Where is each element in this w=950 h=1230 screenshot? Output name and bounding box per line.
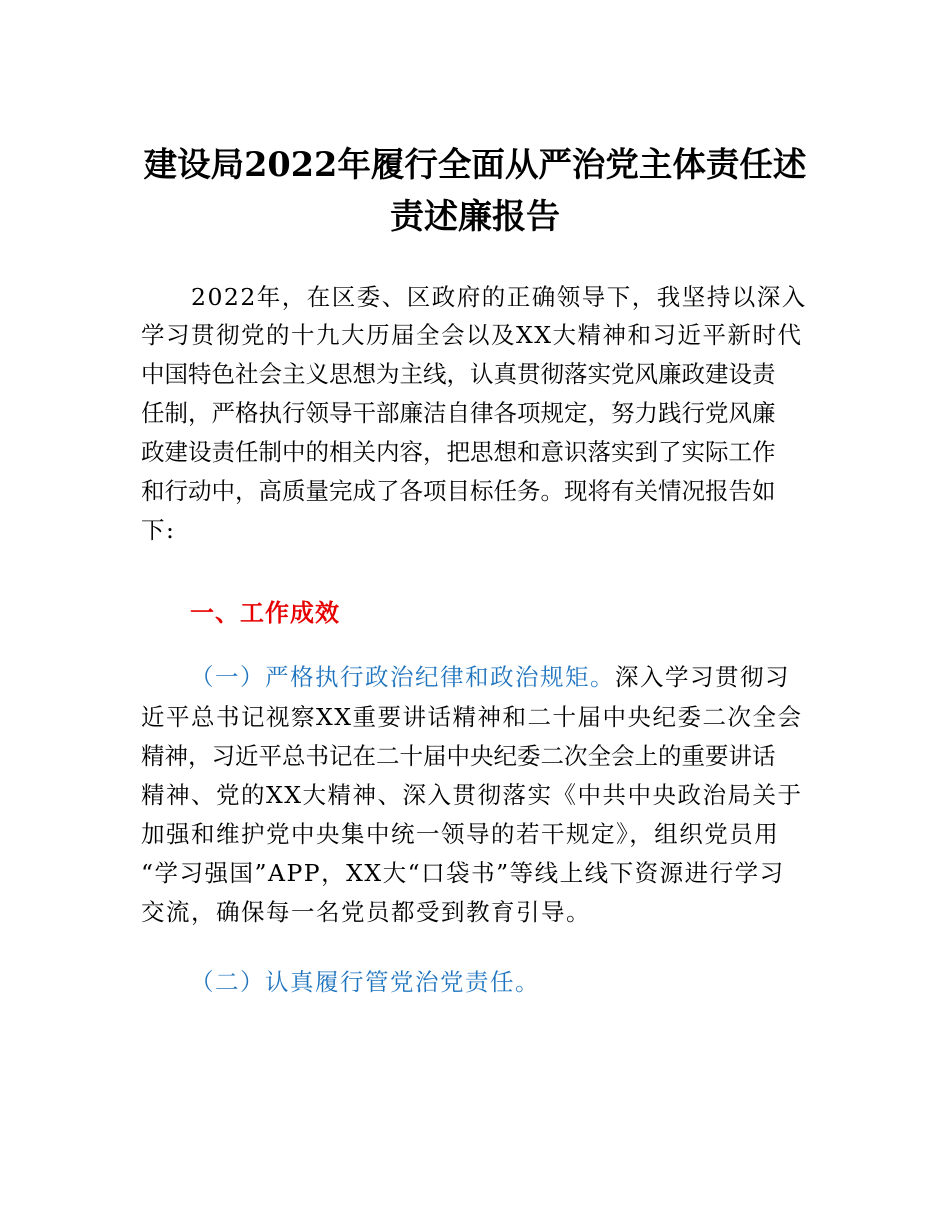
document-title-line-2: 责述廉报告 xyxy=(390,197,560,237)
item-1-paragraph-line: 精神、党的XX大精神、深入贯彻落实《中共中央政治局关于 xyxy=(141,781,803,809)
item-1-paragraph-line: “学习强国”APP，XX大“口袋书”等线上线下资源进行学习 xyxy=(141,859,785,887)
item-1-heading: （一）严格执行政治纪律和政治规矩。 xyxy=(190,663,615,691)
document-title-line-1: 建设局2022年履行全面从严治党主体责任述 xyxy=(143,145,807,184)
item-2-heading: （二）认真履行管党治党责任。 xyxy=(190,968,540,996)
intro-paragraph-line: 和行动中，高质量完成了各项目标任务。现将有关情况报告如 xyxy=(141,477,776,505)
item-1-first-line xyxy=(190,662,813,692)
intro-paragraph-line: 中国特色社会主义思想为主线，认真贯彻落实党风廉政建设责 xyxy=(141,360,776,388)
intro-paragraph-line: 任制，严格执行领导干部廉洁自律各项规定，努力践行党风廉 xyxy=(141,399,776,427)
item-1-paragraph-line: 精神，习近平总书记在二十届中央纪委二次全会上的重要讲话 xyxy=(141,742,776,770)
intro-paragraph-line: 政建设责任制中的相关内容，把思想和意识落实到了实际工作 xyxy=(141,438,776,466)
item-1-paragraph-line: 交流，确保每一名党员都受到教育引导。 xyxy=(141,898,591,926)
item-1-paragraph-line: 近平总书记视察XX重要讲话精神和二十届中央纪委二次全会 xyxy=(141,703,803,731)
section-heading-work-results: 一、工作成效 xyxy=(190,599,340,627)
intro-paragraph-line: 学习贯彻党的十九大历届全会以及XX大精神和习近平新时代 xyxy=(141,321,803,349)
item-1-text: 深入学习贯彻习 xyxy=(615,663,790,691)
intro-paragraph-line: 下: xyxy=(141,516,176,544)
item-1-paragraph-line: 加强和维护党中央集中统一领导的若干规定》，组织党员用 xyxy=(141,820,780,848)
intro-paragraph-line: 2022年，在区委、区政府的正确领导下，我坚持以深入 xyxy=(141,283,807,311)
